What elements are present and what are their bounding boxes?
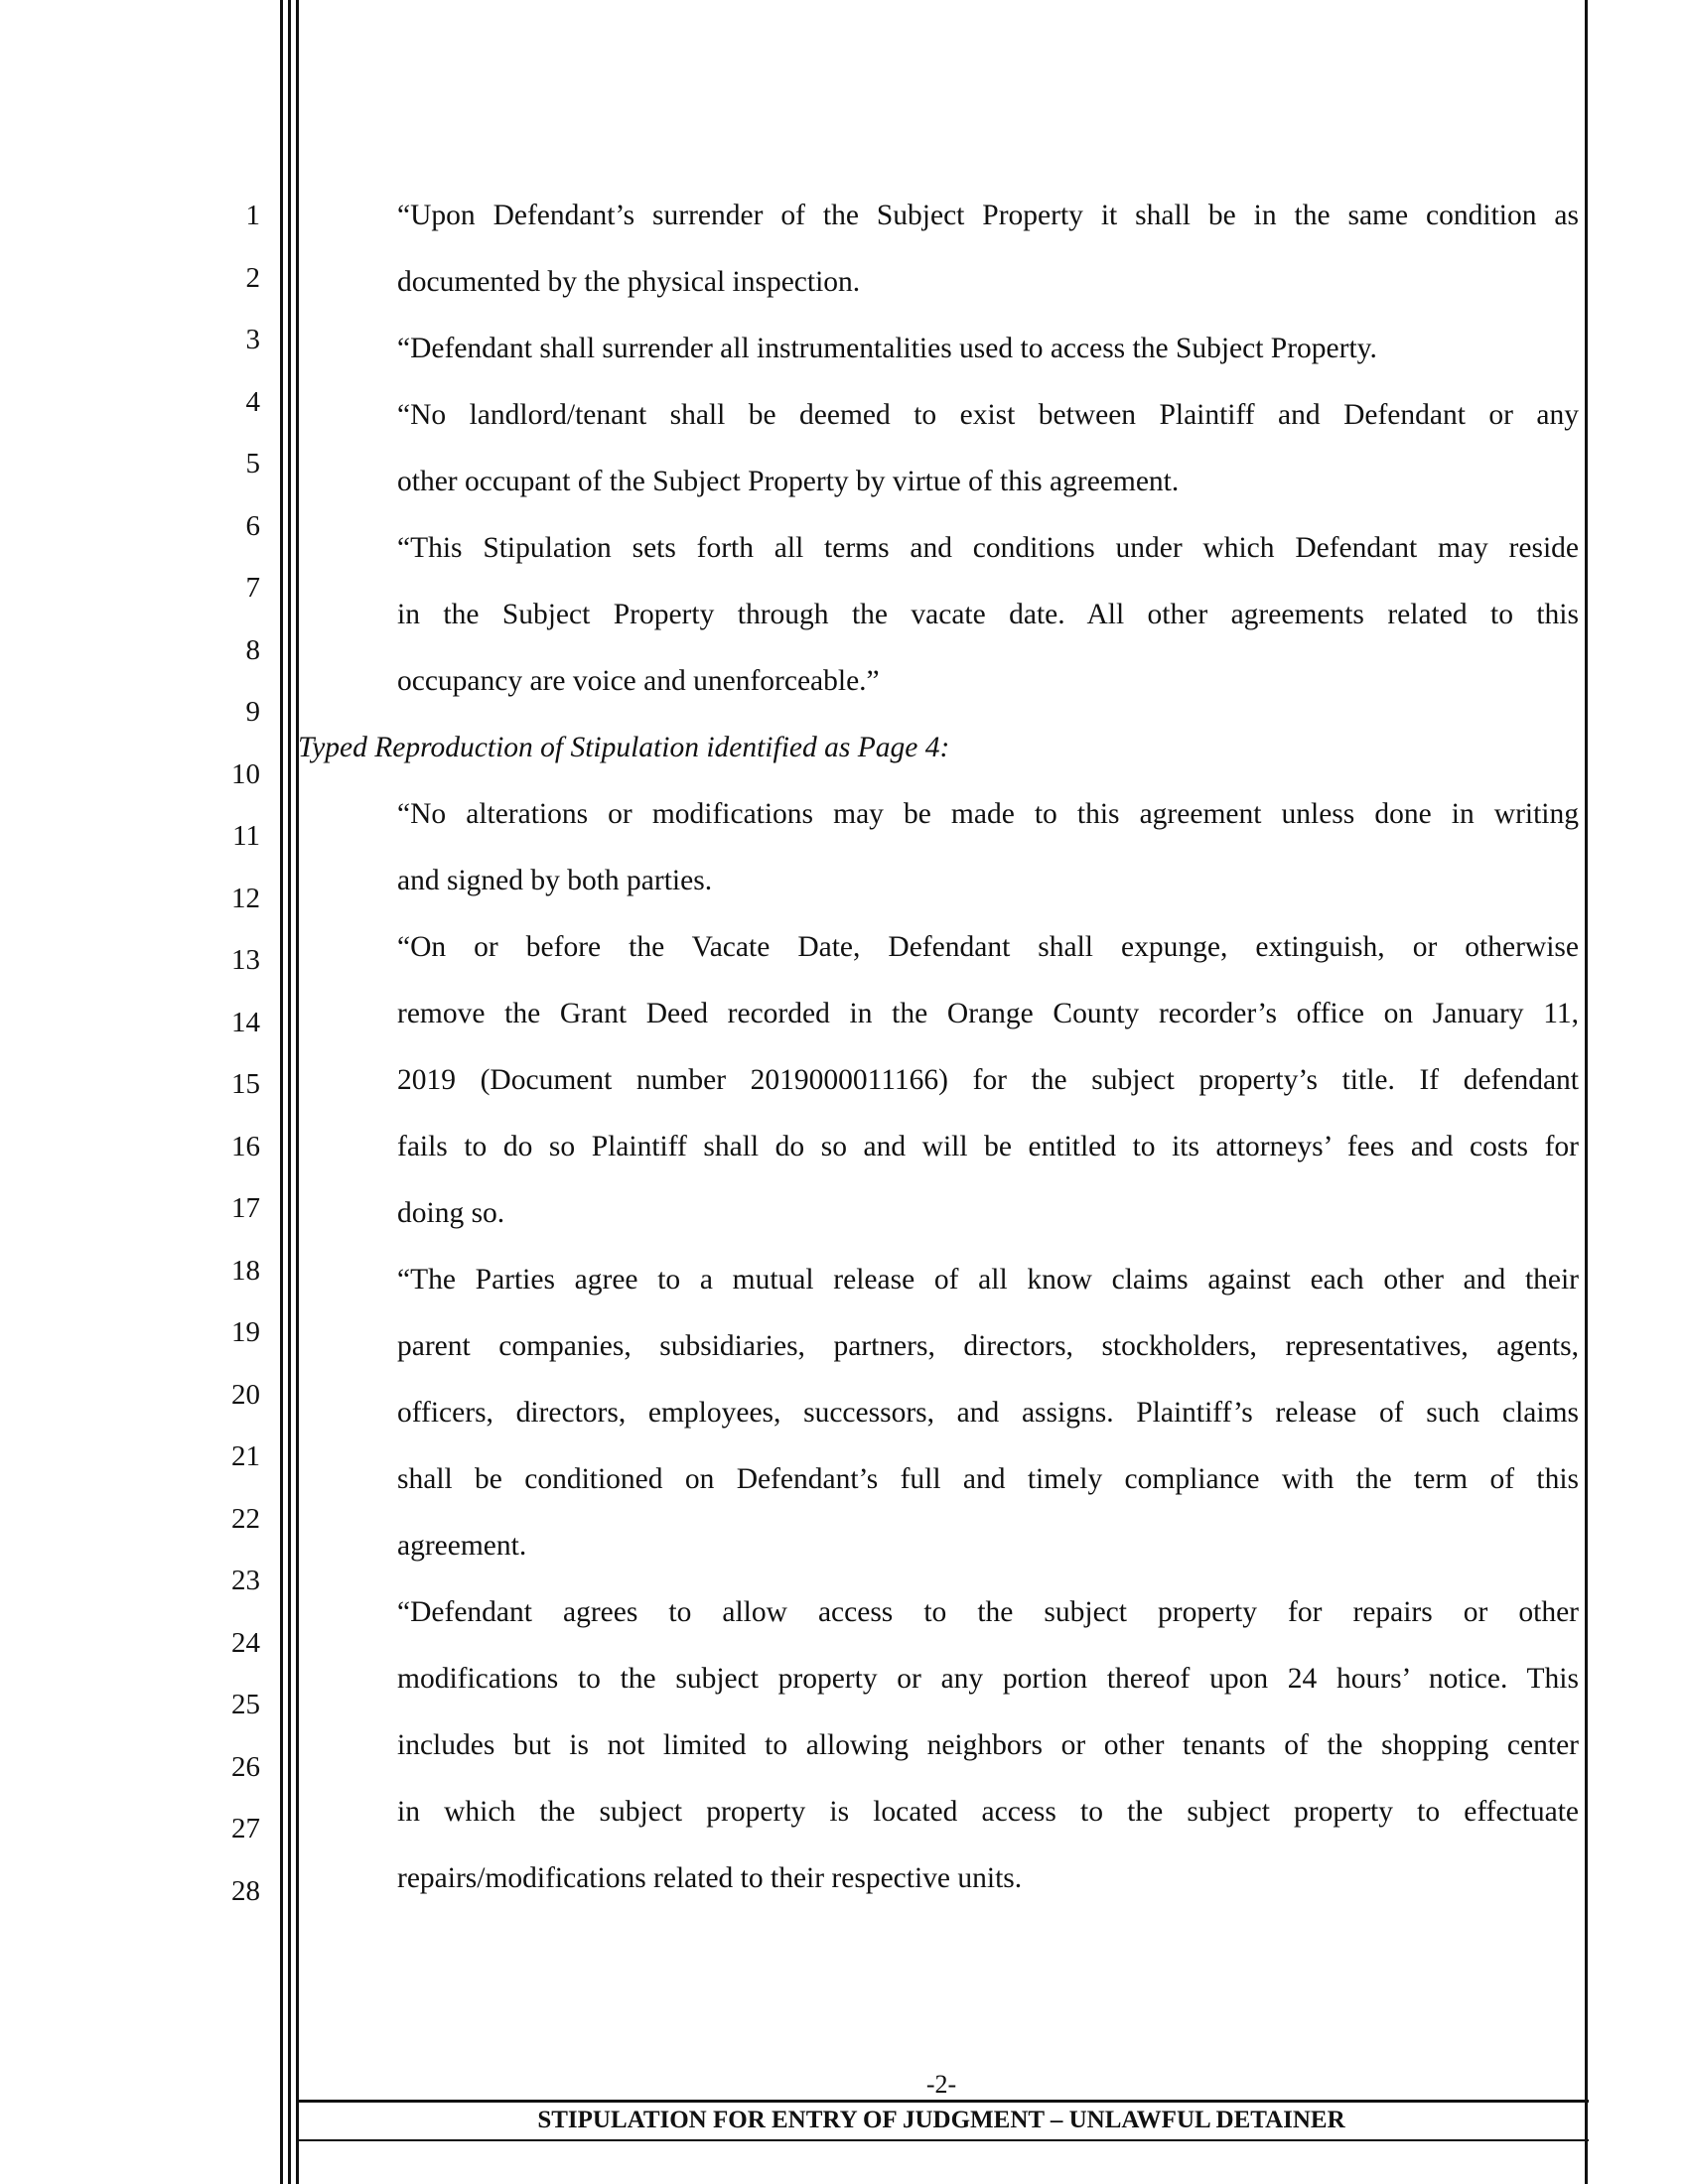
text-line: in which the subject property is located access to the subject property to effectuate bbox=[397, 1796, 1579, 1828]
text-line: and signed by both parties. bbox=[397, 865, 713, 896]
text-line: “Upon Defendant’s surrender of the Subject Property it shall be in the same condition as bbox=[397, 200, 1579, 231]
line-number: 3 bbox=[245, 324, 260, 355]
margin-rule-right bbox=[1585, 0, 1588, 2184]
line-number: 13 bbox=[231, 944, 260, 976]
text-line: “No alterations or modifications may be made to this agreement unless done in writing bbox=[397, 798, 1579, 830]
line-number: 28 bbox=[231, 1875, 260, 1907]
line-number: 4 bbox=[245, 386, 260, 418]
footer-title: STIPULATION FOR ENTRY OF JUDGMENT – UNLAWFUL DETAINER bbox=[537, 2107, 1345, 2133]
line-number: 21 bbox=[231, 1440, 260, 1472]
line-number: 22 bbox=[231, 1503, 260, 1535]
footer-rule bbox=[296, 2100, 1589, 2103]
line-number: 25 bbox=[231, 1689, 260, 1720]
margin-rule-left-inner bbox=[296, 0, 299, 2184]
text-line: occupancy are voice and unenforceable.” bbox=[397, 665, 880, 697]
text-line: “The Parties agree to a mutual release of all know claims against each other and their bbox=[397, 1264, 1579, 1296]
text-line: “Defendant shall surrender all instrumentalities used to access the Subject Property. bbox=[397, 333, 1377, 364]
text-line: repairs/modifications related to their respective units. bbox=[397, 1862, 1023, 1894]
text-line: modifications to the subject property or any portion thereof upon 24 hours’ notice. This bbox=[397, 1663, 1579, 1695]
line-number: 10 bbox=[231, 758, 260, 790]
text-line: 2019 (Document number 2019000011166) for the subject property’s title. If defendant bbox=[397, 1064, 1579, 1096]
line-number: 24 bbox=[231, 1627, 260, 1659]
margin-rule-left-middle bbox=[288, 0, 291, 2184]
line-number: 9 bbox=[245, 696, 260, 728]
text-line: “This Stipulation sets forth all terms and conditions under which Defendant may reside bbox=[397, 532, 1579, 564]
line-number: 15 bbox=[231, 1068, 260, 1100]
margin-rule-left-outer bbox=[280, 0, 283, 2184]
line-number: 2 bbox=[245, 262, 260, 294]
text-line: shall be conditioned on Defendant’s full and timely compliance with the term of this bbox=[397, 1463, 1579, 1495]
line-number: 12 bbox=[231, 883, 260, 914]
line-number: 23 bbox=[231, 1565, 260, 1596]
text-line: “No landlord/tenant shall be deemed to exist between Plaintiff and Defendant or any bbox=[397, 399, 1579, 431]
text-line: includes but is not limited to allowing neighbors or other tenants of the shopping center bbox=[397, 1729, 1579, 1761]
text-line: doing so. bbox=[397, 1197, 505, 1229]
line-number: 26 bbox=[231, 1751, 260, 1783]
text-line: “On or before the Vacate Date, Defendant shall expunge, extinguish, or otherwise bbox=[397, 931, 1579, 963]
line-number: 5 bbox=[245, 448, 260, 479]
line-number: 1 bbox=[245, 200, 260, 231]
line-number: 8 bbox=[245, 634, 260, 666]
text-line: in the Subject Property through the vacate date. All other agreements related to this bbox=[397, 599, 1579, 630]
text-line: “Defendant agrees to allow access to the subject property for repairs or other bbox=[397, 1596, 1579, 1628]
text-line: agreement. bbox=[397, 1530, 527, 1562]
line-number: 27 bbox=[231, 1813, 260, 1844]
line-number: 14 bbox=[231, 1007, 260, 1038]
page-number: -2- bbox=[925, 2070, 957, 2099]
line-number: 18 bbox=[231, 1255, 260, 1287]
line-number: 7 bbox=[245, 572, 260, 604]
line-number: 16 bbox=[231, 1131, 260, 1162]
text-line: documented by the physical inspection. bbox=[397, 266, 861, 298]
text-line: fails to do so Plaintiff shall do so and will be entitled to its attorneys’ fees and costs for bbox=[397, 1131, 1579, 1162]
text-line: officers, directors, employees, successors, and assigns. Plaintiff’s release of such claims bbox=[397, 1397, 1579, 1429]
section-heading: Typed Reproduction of Stipulation identified as Page 4: bbox=[298, 732, 950, 763]
line-number: 6 bbox=[245, 510, 260, 542]
text-line: remove the Grant Deed recorded in the Orange County recorder’s office on January 11, bbox=[397, 998, 1579, 1029]
text-line: parent companies, subsidiaries, partners, directors, stockholders, representatives, agents, bbox=[397, 1330, 1579, 1362]
line-number: 19 bbox=[231, 1316, 260, 1348]
footer-rule bbox=[296, 2139, 1589, 2141]
line-number: 17 bbox=[231, 1192, 260, 1224]
line-number: 11 bbox=[232, 820, 260, 852]
text-line: other occupant of the Subject Property by virtue of this agreement. bbox=[397, 466, 1180, 497]
line-number: 20 bbox=[231, 1379, 260, 1411]
